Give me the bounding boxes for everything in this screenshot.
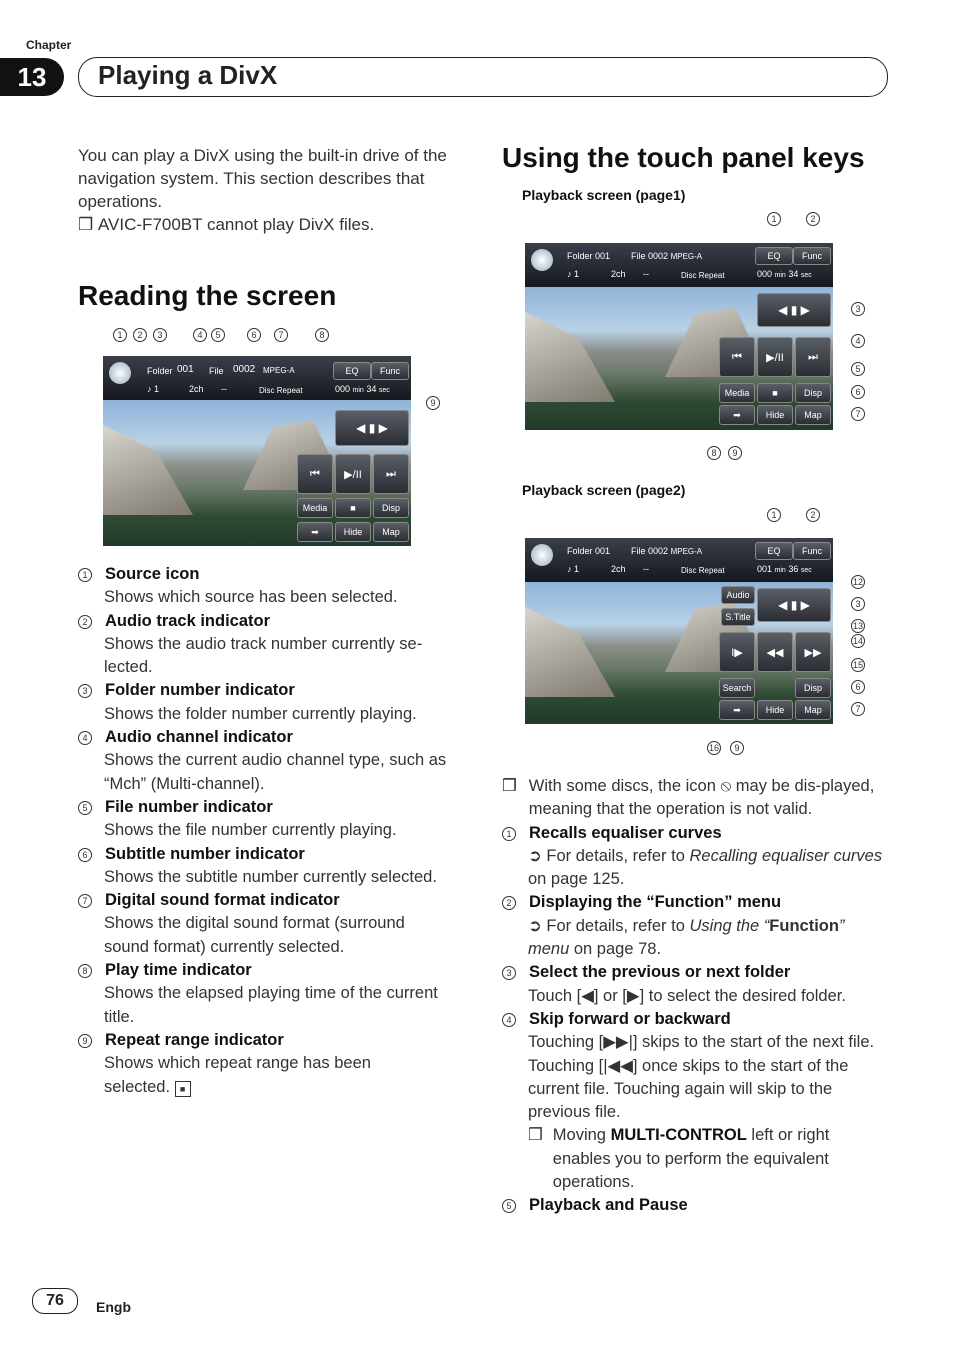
- language-code: Engb: [96, 1299, 131, 1315]
- chapter-number: 13: [0, 58, 64, 96]
- subtitle-button[interactable]: S.Title: [721, 608, 755, 626]
- skip-back-button[interactable]: ⏮: [297, 454, 333, 494]
- map-button[interactable]: Map: [795, 405, 831, 425]
- play-pause-button[interactable]: ▶/II: [757, 337, 793, 377]
- map-button[interactable]: Map: [373, 522, 409, 542]
- chapter-title: Playing a DivX: [98, 60, 278, 90]
- next-page-button[interactable]: ➡: [719, 405, 755, 425]
- subtitle-number: --: [221, 384, 227, 394]
- legend-item: 7 Digital sound format indicator Shows the digital sound format (surround sound format) currently selected.: [78, 889, 468, 959]
- callout-3: 3: [851, 302, 865, 316]
- hide-button[interactable]: Hide: [335, 522, 371, 542]
- callout-13: 13: [852, 621, 863, 631]
- key-item: 5 Playback and Pause: [502, 1194, 890, 1217]
- legend-item: 5 File number indicator Shows the file number currently playing.: [78, 796, 468, 843]
- page-number: 76: [32, 1288, 78, 1314]
- playback-screen-page2: Folder 001 File 0002 MPEG-A ♪ 1 2ch -- Disc Repeat 001 min 36 sec EQ Func Audio S.Title ◀ ▮ ▶ I▶ ◀◀ ▶▶ Search Disp ➡ Hide Map: [525, 538, 833, 724]
- stop-button[interactable]: ■: [757, 383, 793, 403]
- callout-7: 7: [851, 702, 865, 716]
- file-number: 0002: [233, 364, 256, 375]
- note-box-icon: ❒: [502, 777, 517, 795]
- legend-item: 3 Folder number indicator Shows the folder number currently playing.: [78, 679, 468, 726]
- end-mark-icon: ■: [175, 1081, 191, 1097]
- callout-12: 12: [852, 577, 863, 587]
- play-time: 000 min 34 sec: [335, 384, 390, 394]
- disp-button[interactable]: Disp: [373, 498, 409, 518]
- disc-source-icon: [531, 249, 553, 271]
- reading-legend: [78, 563, 468, 1099]
- intro-note: ❒ AVIC-F700BT cannot play DivX files.: [78, 215, 375, 234]
- callout-5: 5: [851, 362, 865, 376]
- legend-item: 8 Play time indicator Shows the elapsed playing time of the current title.: [78, 959, 468, 1029]
- callout-6: 6: [851, 385, 865, 399]
- disc-source-icon: [531, 544, 553, 566]
- callout-2: 2: [806, 508, 820, 522]
- audio-button[interactable]: Audio: [721, 586, 755, 604]
- media-button[interactable]: Media: [297, 498, 333, 518]
- file-label: File: [209, 366, 224, 376]
- audio-track: ♪ 1: [147, 384, 160, 394]
- legend-item: 2 Audio track indicator Shows the audio track number currently se-lected.: [78, 610, 468, 680]
- disp-button[interactable]: Disp: [795, 383, 831, 403]
- func-button[interactable]: Func: [793, 542, 831, 560]
- callout-9: 9: [426, 396, 440, 410]
- sound-format: MPEG-A: [263, 366, 295, 375]
- touch-heading: Using the touch panel keys: [502, 142, 865, 173]
- folder-label: Folder: [147, 366, 173, 376]
- callout-4: 4: [851, 334, 865, 348]
- disc-source-icon: [109, 362, 131, 384]
- eq-button[interactable]: EQ: [755, 542, 793, 560]
- folder-select-button[interactable]: ◀ ▮ ▶: [757, 588, 831, 622]
- audio-channel: 2ch: [189, 384, 204, 394]
- callout-9: 9: [728, 446, 742, 460]
- callout-1: 1: [767, 508, 781, 522]
- callout-8: 8: [707, 446, 721, 460]
- play-pause-button[interactable]: ▶/II: [335, 454, 371, 494]
- callout-1: 1: [767, 212, 781, 226]
- arrow-icon: ➲: [528, 846, 542, 865]
- hide-button[interactable]: Hide: [757, 405, 793, 425]
- stop-button[interactable]: ■: [335, 498, 371, 518]
- func-button[interactable]: Func: [371, 362, 409, 380]
- page1-label: Playback screen (page1): [522, 187, 686, 203]
- callout-9: 9: [730, 741, 744, 755]
- legend-item: 9 Repeat range indicator Shows which repeat range has been selected. ■: [78, 1029, 468, 1099]
- callout-15: 15: [852, 660, 863, 670]
- playback-screen-page1: Folder 001 File 0002 MPEG-A ♪ 1 2ch -- Disc Repeat 000 min 34 sec EQ Func ◀ ▮ ▶ ⏮ ▶/II ⏭ Media ■ Disp ➡ Hide Map: [525, 243, 833, 430]
- folder-number: 001: [177, 364, 194, 375]
- note-item: ❒ With some discs, the icon ⦸ may be dis-played, meaning that the operation is not valid.: [502, 775, 890, 822]
- legend-item: 1 Source icon Shows which source has been selected.: [78, 563, 468, 610]
- skip-forward-button[interactable]: ⏭: [795, 337, 831, 377]
- legend-item: 6 Subtitle number indicator Shows the subtitle number currently selected.: [78, 843, 468, 890]
- eq-button[interactable]: EQ: [333, 362, 371, 380]
- legend-item: 4 Audio channel indicator Shows the current audio channel type, such as “Mch” (Multi-channel).: [78, 726, 468, 796]
- disp-button[interactable]: Disp: [795, 678, 831, 698]
- intro-text: You can play a DivX using the built-in drive of the navigation system. This section describes that operations.: [78, 146, 447, 211]
- eq-button[interactable]: EQ: [755, 247, 793, 265]
- chapter-label: Chapter: [26, 38, 72, 52]
- page2-label: Playback screen (page2): [522, 482, 686, 498]
- note-box-icon: ❒: [528, 1126, 543, 1145]
- key-item: 2 Displaying the “Function” menu: [502, 891, 890, 914]
- hide-button[interactable]: Hide: [757, 700, 793, 720]
- folder-select-button[interactable]: ◀ ▮ ▶: [757, 293, 831, 327]
- note-box-icon: ❒: [78, 215, 94, 234]
- reading-heading: Reading the screen: [78, 280, 337, 311]
- step-button[interactable]: I▶: [719, 632, 755, 672]
- key-note: ❒ Moving MULTI-CONTROL left or right enables you to perform the equivalent operations.: [502, 1124, 890, 1194]
- callout-3: 3: [851, 597, 865, 611]
- folder-select-button[interactable]: ◀ ▮ ▶: [335, 410, 409, 446]
- arrow-icon: ➲: [528, 916, 542, 935]
- callout-14: 14: [852, 636, 863, 646]
- keys-legend: ❒ With some discs, the icon ⦸ may be dis-played, meaning that the operation is not valid. 1 Recalls equaliser curves ➲ For details, refer to Recalling equaliser curves on page 125. 2 Displaying the “Function” menu ➲ For details, refer to Using the “Function” menu on page 78. 3 Select the previous or next folder Touch [◀] or [▶] to select the desired folder. 4 Skip forward or backward Touching [▶▶|] skips to the start of the next file. Touching [|◀◀] once skips to the start of the current file. Touching again will skip to the previous file. ❒ Moving MULTI-CONTROL left or right enables you to perform the equivalent operations. 5 Playback and Pause: [502, 775, 890, 1218]
- callout-16: 16: [708, 743, 719, 753]
- media-button[interactable]: Media: [719, 383, 755, 403]
- key-ref: ➲ For details, refer to Using the “Function” menu on page 78.: [528, 916, 845, 959]
- repeat-range: Disc Repeat: [259, 386, 303, 395]
- fast-forward-button[interactable]: ▶▶: [795, 632, 831, 672]
- search-button[interactable]: Search: [719, 678, 755, 698]
- callout-6: 6: [851, 680, 865, 694]
- map-button[interactable]: Map: [795, 700, 831, 720]
- key-ref: ➲ For details, refer to Recalling equaliser curves on page 125.: [528, 846, 883, 889]
- next-page-button[interactable]: ➡: [719, 700, 755, 720]
- key-item: 4 Skip forward or backward: [502, 1008, 890, 1031]
- key-item: 3 Select the previous or next folder: [502, 961, 890, 984]
- rewind-button[interactable]: ◀◀: [757, 632, 793, 672]
- callout-2: 2: [806, 212, 820, 226]
- skip-back-button[interactable]: ⏮: [719, 337, 755, 377]
- skip-forward-button[interactable]: ⏭: [373, 454, 409, 494]
- func-button[interactable]: Func: [793, 247, 831, 265]
- next-page-button[interactable]: ➡: [297, 522, 333, 542]
- playback-screen-1: [103, 356, 411, 546]
- key-item: 1 Recalls equaliser curves: [502, 822, 890, 845]
- callout-7: 7: [851, 407, 865, 421]
